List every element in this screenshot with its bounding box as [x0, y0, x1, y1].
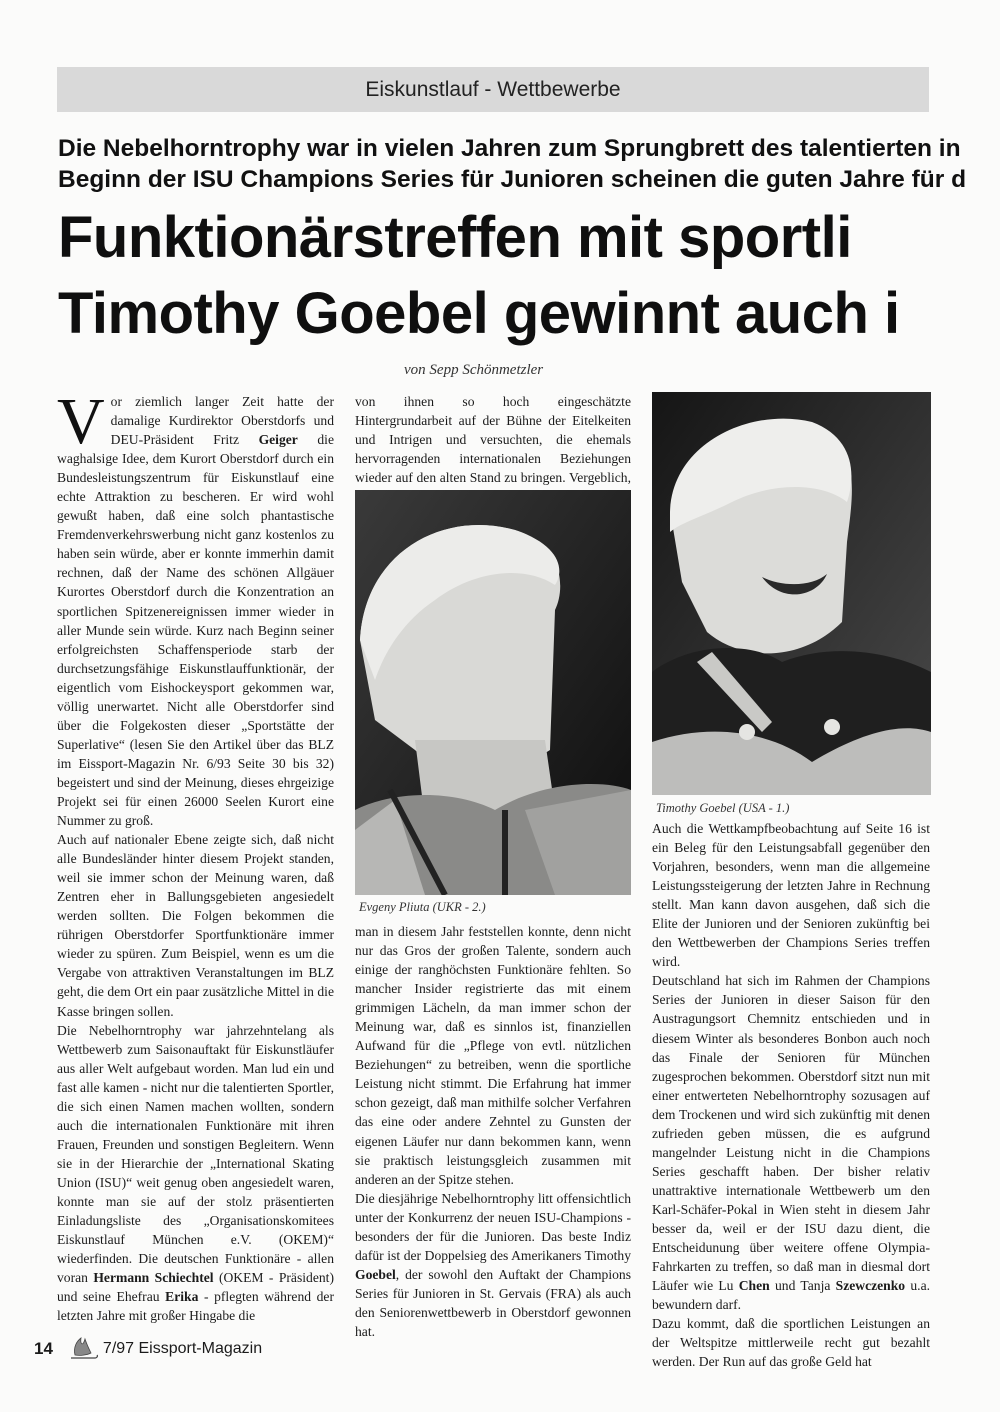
photo-skater-pliuta: [355, 490, 631, 895]
kicker-line: Die Nebelhorntrophy war in vielen Jahren zum Sprungbrett des talentierten in: [58, 135, 961, 162]
drop-cap: V: [57, 385, 105, 458]
page-number: 14: [34, 1339, 53, 1358]
name-highlight: Hermann Schiechtel: [93, 1270, 214, 1286]
magazine-issue: 7/97 Eissport-Magazin: [102, 1340, 263, 1357]
name-highlight: Geiger: [258, 432, 298, 448]
photo-caption: Timothy Goebel (USA - 1.): [656, 801, 790, 815]
portrait-illustration: [652, 392, 931, 795]
skater-logo-icon: [67, 1335, 101, 1363]
paragraph: man in diesem Jahr feststellen konnte, denn nicht nur das Gros der großen Talente, sondern auch einige der ranghöchsten Funktionäre fehlten. So mancher Insider registrierte das mit einem grimmigen Lächeln, da man immer schon der Meinung war, daß es sinnlos ist, finanziellen Aufwand für die „Pflege von evtl. nützlichen Beziehungen“ zu betreiben, wenn die sportliche Leistung nicht stimmt. Die Erfahrung hat immer schon gezeigt, daß man mithilfe solcher Verfahren das eine oder andere Zehntel zu Gunsten der eigenen Läufer nur dann bekommen kann, wenn sie praktisch leistungsgleich zusammen mit anderen an der Spitze stehen.: [355, 924, 631, 1187]
paragraph: von ihnen so hoch eingeschätzte Hintergrundarbeit auf der Bühne der Eitelkeiten und Intrigen und versuchten, die ehemals hervorragenden internationalen Beziehungen wieder auf den alten Stand zu bringen. Vergeblich,: [355, 394, 631, 486]
article-column-2-bottom: [355, 922, 631, 1341]
name-highlight: Szewczenko: [835, 1278, 906, 1294]
article-column-3: [652, 819, 930, 1371]
paragraph: Die Nebelhorntrophy war jahrzehntelang als Wettbewerb zum Saisonauftakt für Eiskunstläufer aus aller Welt aufgebaut worden. Man lud ein und fast alle kamen - nicht nur die talentierten Sportler, die sich einen Namen machen wollten, sondern auch die internationalen Funktionäre mit ihren Frauen, Freunden und sonstigen Begleitern. Wenn sie in der Hierarchie der „International Skating Union (ISU)“ weit genug oben angesiedelt waren, konnte man sie auf der stolz präsentierten Einladungsliste des „Organisationskomitees Eiskunstlauf München e.V. (OKEM)“ wiederfinden. Die deutschen Funktionäre - allen voran Hermann Schiechtel (OKEM - Präsident) und seine Ehefrau Erika - pflegten während der letzten Jahre mit großer Hingabe die: [57, 1022, 334, 1324]
photo-skater-goebel: [652, 392, 931, 795]
article-column-1: [57, 385, 334, 1325]
name-highlight: Goebel: [355, 1266, 396, 1282]
paragraph: Deutschland hat sich im Rahmen der Champions Series der Junioren in dieser Saison für den Austragungsort Chemnitz entschieden und in diesem Winter als besonderes Bonbon auch noch das Finale der Senioren für München zugesprochen bekommen. Oberstdorf sitzt nun mit einer entwerteten Nebelhorntrophy sozusagen auf dem Trockenen und wird sich zukünftig mit denen zufrieden geben müssen, die es aufgrund mangelnder Leistung nicht in die Champions Series geschafft haben. Der bisher relativ unattraktive internationale Wettbewerb um den Karl-Schäfer-Pokal in Wien steht in diesem Jahr besser da, weil er der ISU dazu dient, die Entscheidunung über weitere offene Olympia-Fahrkarten zu treffen, so daß man in diesmal dort Läufer wie Lu Chen und Tanja Szewczenko u.a. bewundern darf.: [652, 973, 930, 1313]
kicker-line: Beginn der ISU Champions Series für Junioren scheinen die guten Jahre für d: [58, 166, 967, 193]
headline: [58, 200, 1000, 352]
paragraph: Auch die Wettkampfbeobachtung auf Seite 16 ist ein Beleg für den Leistungsabfall gegenüber den Vorjahren, besonders, wenn man die allgemeine Leistungssteigerung der letzten Jahre in Rechnung stellt. Man kann davon ausgehen, daß sich die Elite der Junioren und der Senioren zukünftig bei den Wettbewerben der Champions Series treffen wird.: [652, 821, 930, 970]
paragraph: Dazu kommt, daß die sportlichen Leistungen an der Weltspitze mittlerweile recht gut bezahlt werden. Der Run auf das große Geld hat: [652, 1316, 930, 1370]
portrait-illustration: [355, 490, 631, 895]
section-header: Eiskunstlauf - Wettbewerbe: [57, 67, 929, 112]
photo-caption: Evgeny Pliuta (UKR - 2.): [359, 900, 486, 914]
paragraph: Vor ziemlich langer Zeit hatte der damalige Kurdirektor Oberstdorfs und DEU-Präsident Fritz Geiger die waghalsige Idee, dem Kurort Oberstdorf durch ein Bundesleistungszentrum für Eiskunstlauf eine echte Attraktion zu bescheren. Er wird wohl gewußt haben, daß eine solch phantastische Fremdenverkehrswerbung nicht ganz kostenlos zu haben sein würde, aber er konnte immerhin damit rechnen, daß der Name des schönen Allgäuer Kurortes Oberstdorf durch die Konzentration an sportlichen Spitzenereignissen immer wieder in aller Munde sein würde. Kurz nach Beginn seiner erfolgreichsten Schaffensperiode starb der durchsetzungsfähige Eiskunstlauffunktionär, der eigentlich vom Eishockeysport gekommen war, völlig unerwartet. Nicht alle Oberstdorfer sind über die Folgekosten dieser „Sportstätte der Superlative“ (lesen Sie den Artikel über das BLZ im Eissport-Magazin Nr. 6/93 Seite 30 bis 32) begeistert und sind der Meinung, dieses ehrgeizige Projekt sei für einen 26000 Seelen Kurort eine Nummer zu groß.: [57, 385, 334, 829]
paragraph: Auch auf nationaler Ebene zeigte sich, daß nicht alle Bundesländer hinter diesem Projekt standen, weil sie immer schon der Meinung waren, daß Zentren eher in Ballungsgebieten angesiedelt werden sollten. Die Folgen bekommen die rührigen Oberstdorfer Sportfunktionäre immer wieder zu spüren. Zum Beispiel, wenn es um die Vergabe von attraktiven Veranstaltungen im BLZ geht, die dem Ort ein paar zusätzliche Mittel in die Kasse bringen sollen.: [57, 832, 334, 1019]
name-highlight: Erika: [165, 1289, 199, 1305]
page-footer: [34, 1335, 262, 1363]
name-highlight: Chen: [738, 1278, 770, 1294]
byline: von Sepp Schönmetzler: [404, 362, 544, 378]
headline-line: Funktionärstreffen mit sportli: [58, 205, 852, 270]
kicker: [58, 133, 1000, 195]
paragraph: Die diesjährige Nebelhorntrophy litt offensichtlich unter der Konkurrenz der neuen ISU-Champions - besonders der für die Junioren. Das beste Indiz dafür ist der Doppelsieg des Amerikaners Timothy Goebel, der sowohl den Auftakt der Champions Series für Junioren in St. Gervais (FRA) als auch den Seniorenwettbewerb in Oberstdorf gewonnen hat.: [355, 1190, 631, 1339]
headline-line: Timothy Goebel gewinnt auch i: [58, 281, 900, 346]
